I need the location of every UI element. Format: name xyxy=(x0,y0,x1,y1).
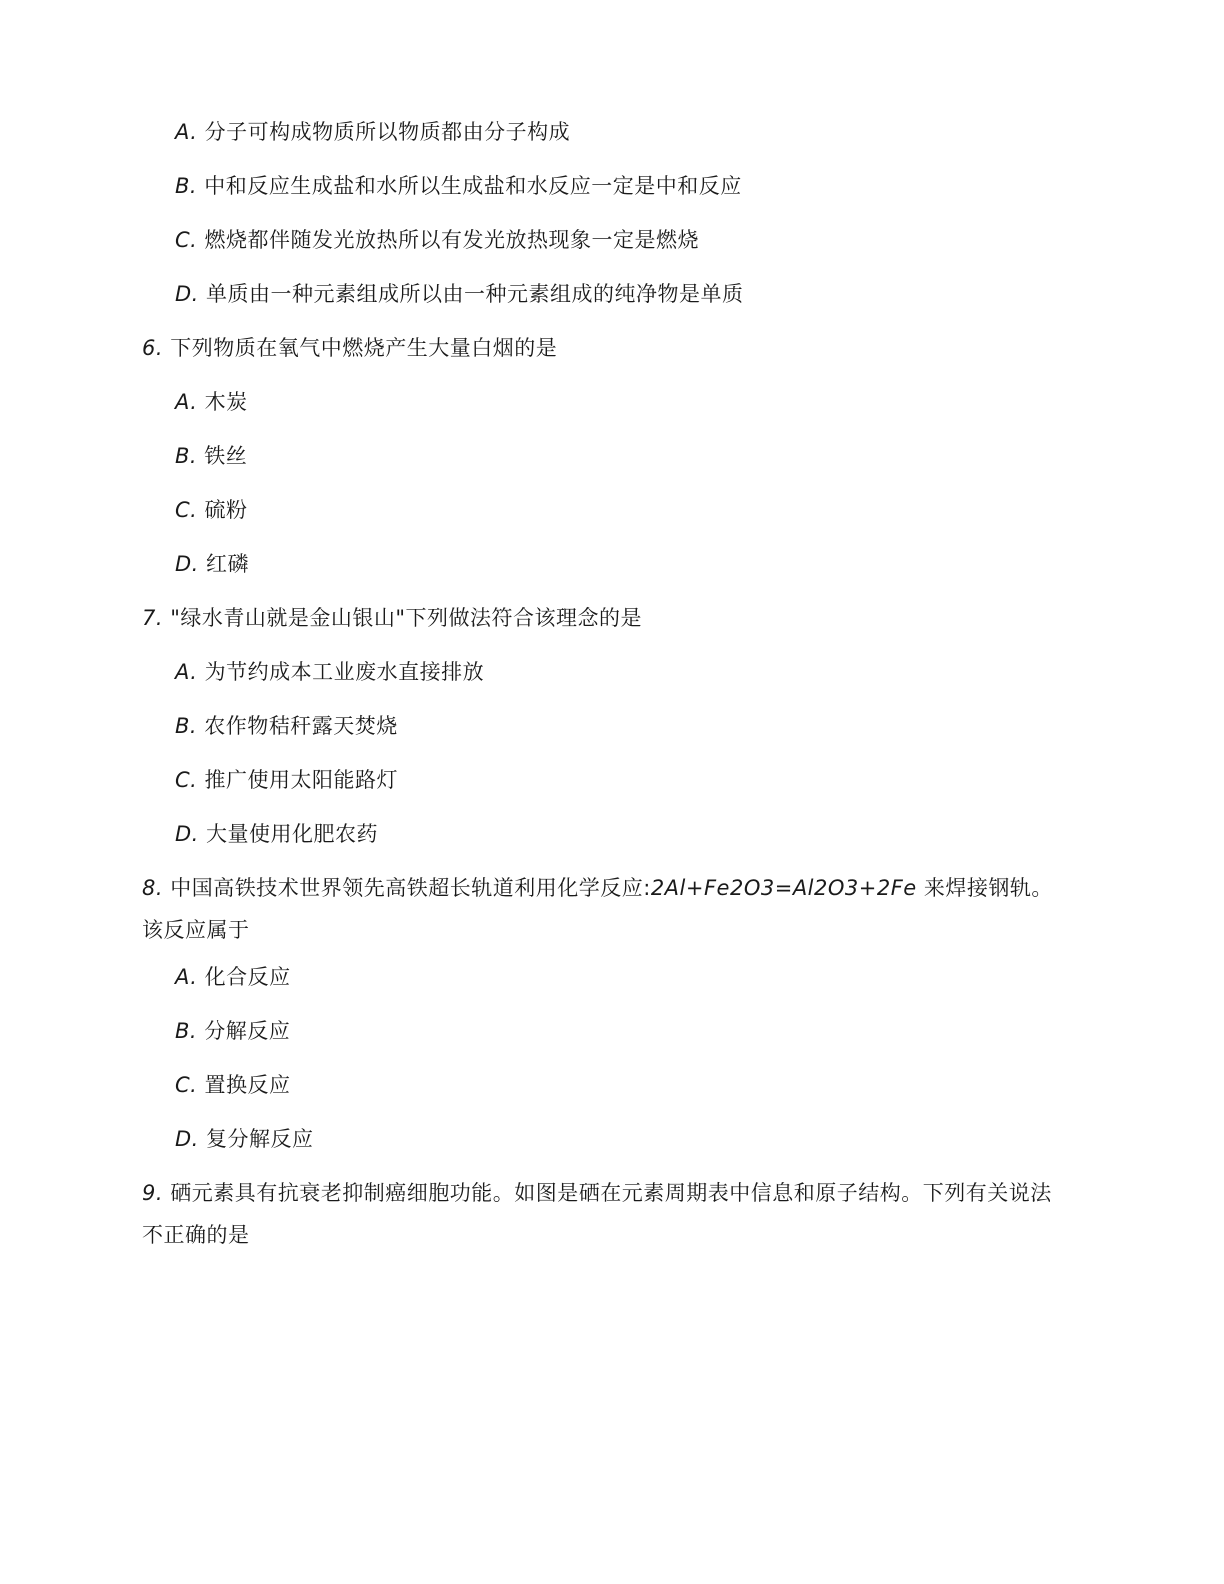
option-letter: D. xyxy=(175,822,199,846)
option-letter: D. xyxy=(175,552,199,576)
option-letter: C. xyxy=(175,1073,198,1097)
q6-option-c xyxy=(175,496,248,524)
q8-option-a xyxy=(175,963,291,991)
q6-option-b xyxy=(175,442,247,470)
q6-option-a xyxy=(175,388,248,416)
q8-stem-line2: 该反应属于 xyxy=(142,918,250,942)
q7-option-c xyxy=(175,766,398,794)
option-text: 木炭 xyxy=(204,390,248,414)
option-text: 大量使用化肥农药 xyxy=(206,822,379,846)
option-letter: C. xyxy=(175,498,198,522)
q8-option-b xyxy=(175,1017,290,1045)
q5-option-a xyxy=(175,118,570,146)
q5-option-c xyxy=(175,226,699,254)
option-text: 复分解反应 xyxy=(206,1127,314,1151)
q7-option-d xyxy=(175,820,378,848)
option-letter: D. xyxy=(175,1127,199,1151)
option-text: 化合反应 xyxy=(204,965,291,989)
option-letter: B. xyxy=(175,444,198,468)
option-text: 红磷 xyxy=(206,552,250,576)
option-text: 硫粉 xyxy=(204,498,248,522)
q8-option-d xyxy=(175,1125,314,1153)
question-text-tail: 来焊接钢轨。 xyxy=(916,876,1053,900)
option-text: 分子可构成物质所以物质都由分子构成 xyxy=(204,120,571,144)
option-letter: B. xyxy=(175,1019,198,1043)
option-text: 为节约成本工业废水直接排放 xyxy=(204,660,485,684)
q7-stem xyxy=(142,604,642,632)
option-text: 分解反应 xyxy=(204,1019,291,1043)
question-number: 9. xyxy=(142,1181,164,1205)
q7-option-a xyxy=(175,658,484,686)
q9-stem-line2: 不正确的是 xyxy=(142,1223,250,1247)
question-text: 硒元素具有抗衰老抑制癌细胞功能。如图是硒在元素周期表中信息和原子结构。下列有关说法 xyxy=(170,1181,1052,1205)
option-text: 燃烧都伴随发光放热所以有发光放热现象一定是燃烧 xyxy=(204,228,700,252)
q7-option-b xyxy=(175,712,398,740)
option-letter: A. xyxy=(175,660,198,684)
option-letter: A. xyxy=(175,390,198,414)
option-text: 中和反应生成盐和水所以生成盐和水反应一定是中和反应 xyxy=(204,174,742,198)
option-text: 单质由一种元素组成所以由一种元素组成的纯净物是单质 xyxy=(206,282,744,306)
q6-stem xyxy=(142,334,557,362)
option-letter: B. xyxy=(175,174,198,198)
option-text: 铁丝 xyxy=(204,444,248,468)
question-number: 8. xyxy=(142,876,164,900)
option-text: 推广使用太阳能路灯 xyxy=(204,768,399,792)
q6-option-d xyxy=(175,550,249,578)
option-text: 置换反应 xyxy=(204,1073,291,1097)
chemical-formula: 2Al+Fe2O3=Al2O3+2Fe xyxy=(650,876,917,900)
option-letter: D. xyxy=(175,282,199,306)
q9-stem-line1 xyxy=(142,1179,1052,1207)
option-letter: C. xyxy=(175,228,198,252)
option-letter: A. xyxy=(175,120,198,144)
q5-option-b xyxy=(175,172,742,200)
question-text: 下列物质在氧气中燃烧产生大量白烟的是 xyxy=(170,336,558,360)
question-text: "绿水青山就是金山银山"下列做法符合该理念的是 xyxy=(170,606,643,630)
q5-option-d xyxy=(175,280,744,308)
option-letter: C. xyxy=(175,768,198,792)
option-letter: B. xyxy=(175,714,198,738)
question-text: 中国高铁技术世界领先高铁超长轨道利用化学反应: xyxy=(170,876,651,900)
q8-option-c xyxy=(175,1071,291,1099)
q8-stem-line1 xyxy=(142,874,1053,902)
question-number: 6. xyxy=(142,336,164,360)
option-letter: A. xyxy=(175,965,198,989)
option-text: 农作物秸秆露天焚烧 xyxy=(204,714,398,738)
question-number: 7. xyxy=(142,606,164,630)
